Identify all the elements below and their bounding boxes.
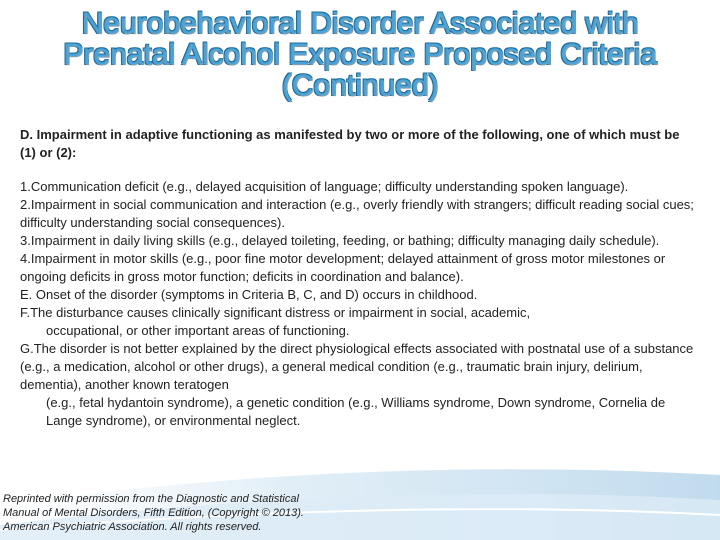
citation-line-1: Reprinted with permission from the Diagnostic and Statistical (3, 493, 299, 505)
criteria-list (20, 178, 700, 430)
citation-line-2: Manual of Mental Disorders, Fifth Edition, (Copyright © 2013). (3, 507, 304, 519)
title-line-3: (Continued) (281, 69, 439, 102)
title-line-1: Neurobehavioral Disorder Associated with (81, 7, 639, 40)
criterion-f: F.The disturbance causes clinically significant distress or impairment in social, academic, occupational, or other important areas of functioning. (20, 305, 531, 338)
citation-note (3, 492, 363, 534)
title-line-2: Prenatal Alcohol Exposure Proposed Criteria (63, 38, 657, 71)
criteria-item-2: 2.Impairment in social communication and interaction (e.g., overly friendly with strangers; difficult reading social cues; difficulty understanding social consequences). (20, 197, 694, 230)
criteria-item-3: 3.Impairment in daily living skills (e.g., delayed toileting, feeding, or bathing; difficulty managing daily schedule). (20, 233, 660, 248)
criteria-item-1: 1.Communication deficit (e.g., delayed acquisition of language; difficulty understanding spoken language). (20, 179, 629, 194)
criteria-item-4: 4.Impairment in motor skills (e.g., poor fine motor development; delayed attainment of gross motor milestones or ongoing deficits in gross motor function; deficits in coordination and balance). (20, 251, 666, 284)
criterion-g: G.The disorder is not better explained by the direct physiological effects associated with postnatal use of a substance (e.g., a medication, alcohol or other drugs), a general medical condition (e.g., traumatic brain injury, delirium, dementia), another known teratogen (e.g., fetal hydantoin syndrome), a genetic condition (e.g., Williams syndrome, Down syndrome, Cornelia de Lange syndrome), or environmental neglect. (20, 341, 694, 428)
citation-line-3: American Psychiatric Association. All rights reserved. (3, 521, 262, 533)
criterion-d-heading: D. Impairment in adaptive functioning as manifested by two or more of the following, one of which must be (1) or (2): (20, 127, 680, 160)
slide-title (20, 8, 700, 101)
criterion-e: E. Onset of the disorder (symptoms in Criteria B, C, and D) occurs in childhood. (20, 287, 478, 302)
